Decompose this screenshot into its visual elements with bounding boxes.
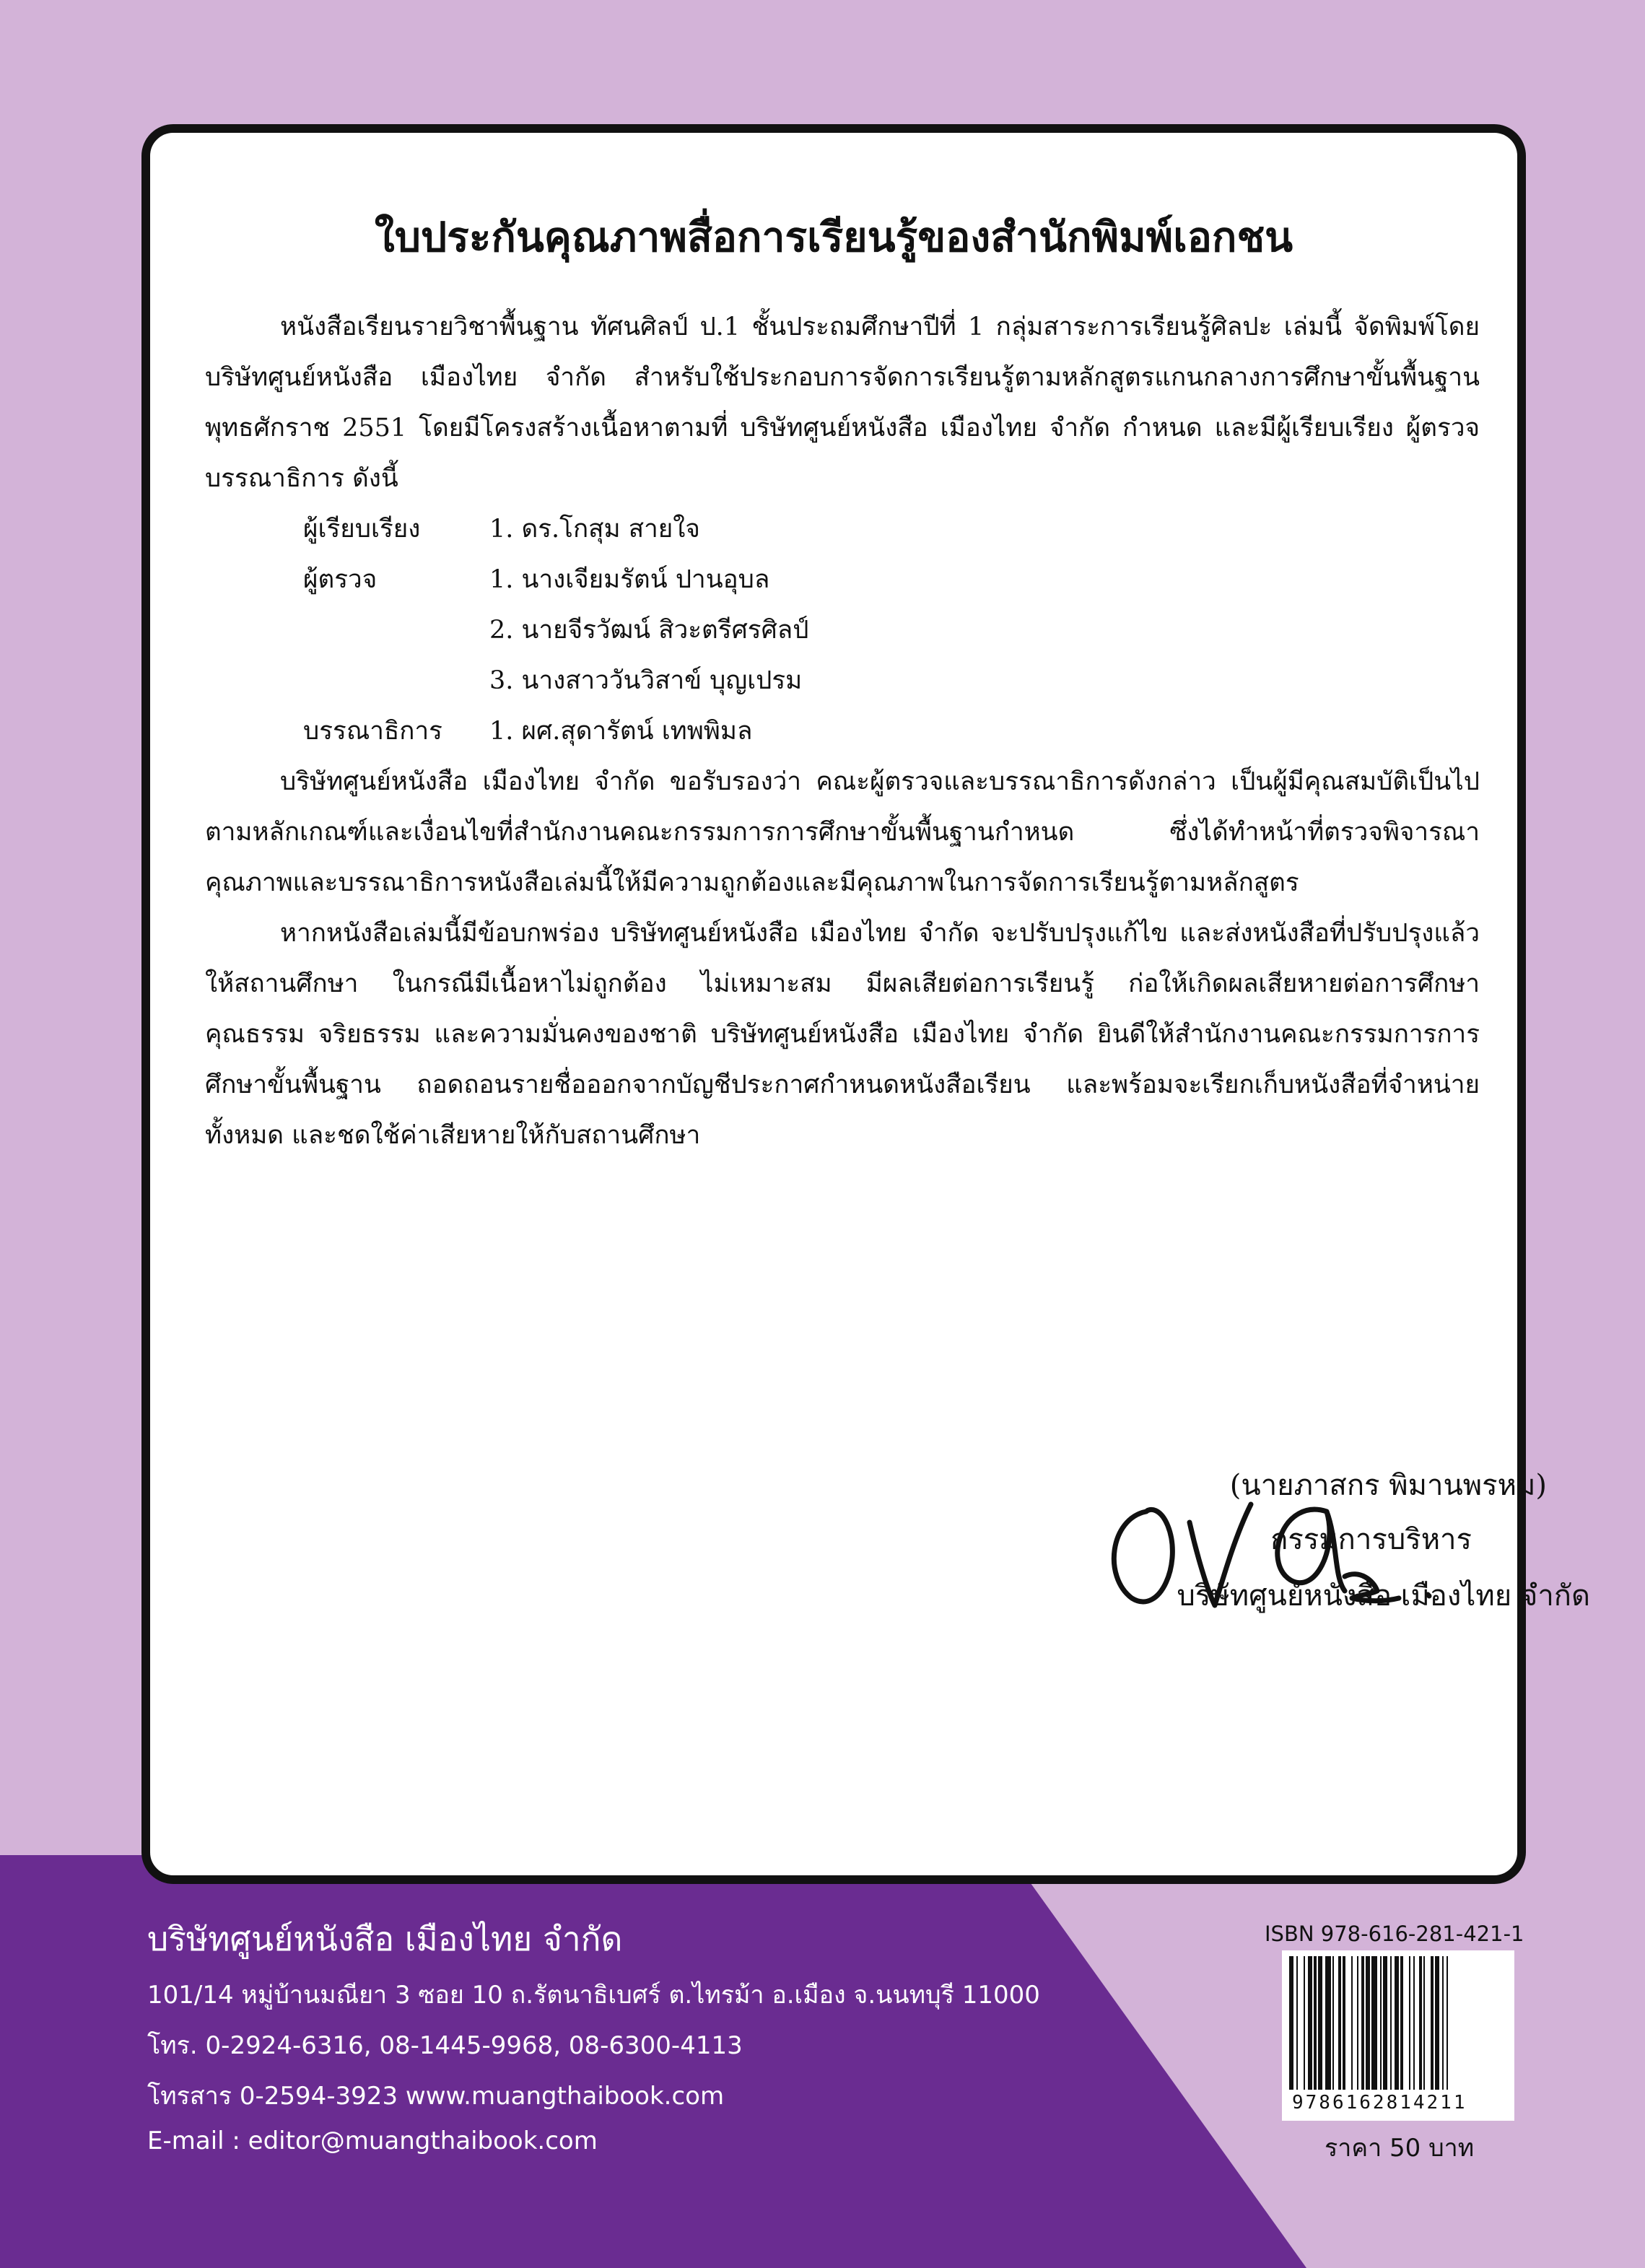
barcode-bar	[1361, 1956, 1364, 2090]
barcode-bar	[1308, 1956, 1312, 2090]
barcode-bar	[1442, 1956, 1444, 2090]
barcode-bar	[1314, 1956, 1317, 2090]
barcode-bar	[1435, 1956, 1439, 2090]
roster-name: 2. นายจีรวัฒน์ สิวะตรีศรศิลป์	[489, 616, 809, 645]
barcode-bar	[1447, 1956, 1448, 2090]
intro-text: หนังสือเรียนรายวิชาพื้นฐาน ทัศนศิลป์ ป.1 ชั้นประถมศึกษาปีที่ 1 กลุ่มสาระการเรียนรู้ศิลปะ เล่มนี้ จัดพิมพ์โดย บริษัทศูนย์หนังสือ เมืองไทย จำกัด สำหรับใช้ประกอบการจัดการเรียนรู้ตามหลักสูตรแกนกลางการศึกษาขั้นพื้นฐาน พุทธศักราช 2551 โดยมีโครงสร้างเนื้อหาตามที่ บริษัทศูนย์หนังสือ เมืองไทย จำกัด กำหนด และมีผู้เรียบเรียง ผู้ตรวจ บรรณาธิการ ดังนี้	[205, 313, 1480, 493]
publisher-fax-web: โทรสาร 0-2594-3923 www.muangthaibook.com	[147, 2082, 725, 2111]
isbn-label: ISBN 978-616-281-421-1	[1265, 1922, 1524, 1946]
guarantee-text: หากหนังสือเล่มนี้มีข้อบกพร่อง บริษัทศูนย์หนังสือ เมืองไทย จำกัด จะปรับปรุงแก้ไข และส่งหนังสือที่ปรับปรุงแล้วให้สถานศึกษา ในกรณีมีเนื้อหาไม่ถูกต้อง ไม่เหมาะสม มีผลเสียต่อการเรียนรู้ ก่อให้เกิดผลเสียหายต่อการศึกษา คุณธรรม จริยธรรม และความมั่นคงของชาติ บริษัทศูนย์หนังสือ เมืองไทย จำกัด ยินดีให้สำนักงานคณะกรรมการการศึกษาขั้นพื้นฐาน ถอดถอนรายชื่อออกจากบัญชีประกาศกำหนดหนังสือเรียน และพร้อมจะเรียกเก็บหนังสือที่จำหน่ายทั้งหมด และชดใช้ค่าเสียหายให้กับสถานศึกษา	[205, 919, 1480, 1150]
barcode-bar	[1413, 1956, 1415, 2090]
intro-paragraph	[205, 302, 1480, 504]
roster-row	[205, 655, 1480, 706]
barcode-bar	[1343, 1956, 1345, 2090]
signatory-title: กรรมการบริหาร	[1270, 1523, 1472, 1556]
barcode-bar	[1296, 1956, 1298, 2090]
price-label: ราคา 50 บาท	[1325, 2134, 1475, 2163]
roster-row	[205, 504, 1480, 554]
signatory-name: (นายภาสกร พิมานพรหม)	[1229, 1469, 1547, 1502]
publisher-name: บริษัทศูนย์หนังสือ เมืองไทย จำกัด	[147, 1919, 623, 1958]
barcode-bar	[1357, 1956, 1358, 2090]
roster	[205, 504, 1480, 756]
barcode-bar	[1383, 1956, 1387, 2090]
barcode-bar	[1423, 1956, 1425, 2090]
roster-name: 1. นางเจียมรัตน์ ปานอุบล	[489, 565, 770, 594]
barcode-bar	[1304, 1956, 1305, 2090]
barcode-bar	[1351, 1956, 1353, 2090]
certificate-body	[205, 302, 1480, 1161]
signatory-company: บริษัทศูนย์หนังสือ เมืองไทย จำกัด	[1177, 1579, 1590, 1613]
roster-role	[205, 605, 489, 655]
roster-role: ผู้ตรวจ	[303, 565, 378, 594]
certification-paragraph	[205, 756, 1480, 908]
roster-name: 1. ผศ.สุดารัตน์ เทพพิมล	[489, 717, 753, 746]
barcode-bar	[1332, 1956, 1334, 2090]
publisher-email: E-mail : editor@muangthaibook.com	[147, 2127, 598, 2155]
barcode-bar	[1325, 1956, 1331, 2090]
barcode-bar	[1419, 1956, 1422, 2090]
barcode-bar	[1380, 1956, 1382, 2090]
roster-role: ผู้เรียบเรียง	[303, 515, 421, 544]
roster-role	[205, 655, 489, 706]
barcode-bar	[1390, 1956, 1392, 2090]
barcode-bar	[1366, 1956, 1370, 2090]
roster-row	[205, 554, 1480, 605]
publisher-address: 101/14 หมู่บ้านมณียา 3 ซอย 10 ถ.รัตนาธิเบศร์ ต.ไทรม้า อ.เมือง จ.นนทบุรี 11000	[147, 1981, 1040, 2010]
roster-name: 3. นางสาววันวิสาข์ บุญเปรม	[489, 666, 803, 695]
barcode-bar	[1318, 1956, 1322, 2090]
barcode-bar	[1400, 1956, 1403, 2090]
roster-role: บรรณาธิการ	[303, 717, 442, 746]
barcode-bar	[1371, 1956, 1377, 2090]
certificate-card	[141, 124, 1526, 1884]
barcode-bar	[1395, 1956, 1399, 2090]
publisher-phone: โทร. 0-2924-6316, 08-1445-9968, 08-6300-4113	[147, 2031, 743, 2060]
barcode-bar	[1409, 1956, 1410, 2090]
barcode-bar	[1431, 1956, 1434, 2090]
barcode-bar	[1338, 1956, 1341, 2090]
certification-text: บริษัทศูนย์หนังสือ เมืองไทย จำกัด ขอรับรองว่า คณะผู้ตรวจและบรรณาธิการดังกล่าว เป็นผู้มีคุณสมบัติเป็นไปตามหลักเกณฑ์และเงื่อนไขที่สำนักงานคณะกรรมการการศึกษาขั้นพื้นฐานกำหนด ซึ่งได้ทำหน้าที่ตรวจพิจารณาคุณภาพและบรรณาธิการหนังสือเล่มนี้ให้มีความถูกต้องและมีคุณภาพในการจัดการเรียนรู้ตามหลักสูตร	[205, 767, 1480, 897]
certificate-title: ใบประกันคุณภาพสื่อการเรียนรู้ของสำนักพิมพ์เอกชน	[374, 213, 1293, 261]
barcode-bar	[1289, 1956, 1293, 2090]
barcode-digits: 9786162814211	[1292, 2092, 1509, 2114]
roster-row	[205, 605, 1480, 655]
roster-name: 1. ดร.โกสุม สายใจ	[489, 515, 700, 544]
roster-row	[205, 706, 1480, 756]
guarantee-paragraph	[205, 908, 1480, 1161]
